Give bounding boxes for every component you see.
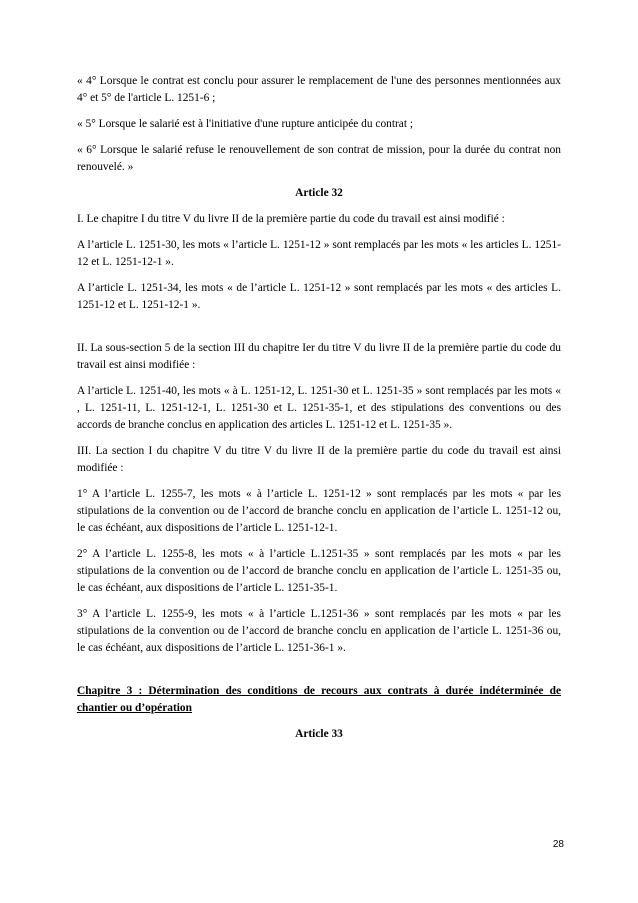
paragraph-l1251-40: A l’article L. 1251-40, les mots « à L. 1251-12, L. 1251-30 et L. 1251-35 » sont remplacés par les mots « , L. 1251-11, L. 1251-12-1, L. 1251-30 et L. 1251-35-1, et des stipulations des conventions ou des accords de branche conclus en application des articles L. 1251-12 et L. 1251-35 ». — [77, 385, 561, 431]
paragraph-l1255-8: 2° A l’article L. 1255-8, les mots « à l’article L.1251-35 » sont remplacés par les mots « par les stipulations de la convention ou de l’accord de branche conclu en application de l’article L. 1251-35 ou, le cas échéant, aux dispositions de l’article L. 1251-35-1. — [77, 548, 561, 594]
paragraph-4-degree: « 4° Lorsque le contrat est conclu pour assurer le remplacement de l'une des personnes mentionnées aux 4° et 5° de l'article L. 1251-6 ; — [77, 75, 561, 104]
paragraph-l1251-30: A l’article L. 1251-30, les mots « l’article L. 1251-12 » sont remplacés par les mots « les articles L. 1251-12 et L. 1251-12-1 ». — [77, 239, 561, 268]
paragraph-section-ii: II. La sous-section 5 de la section III du chapitre Ier du titre V du livre II de la première partie du code du travail est ainsi modifiée : — [77, 342, 561, 371]
page-body — [77, 73, 561, 752]
blank-line — [77, 323, 561, 340]
paragraph-section-i: I. Le chapitre I du titre V du livre II de la première partie du code du travail est ainsi modifié : — [77, 213, 505, 225]
paragraph-l1255-7: 1° A l’article L. 1255-7, les mots « à l’article L. 1251-12 » sont remplacés par les mots « par les stipulations de la convention ou de l’accord de branche conclu en application de l’article L. 1251-12 ou, le cas échéant, aux dispositions de l’article L. 1251-12-1. — [77, 488, 561, 534]
paragraph-l1255-9: 3° A l’article L. 1255-9, les mots « à l’article L.1251-36 » sont remplacés par les mots « par les stipulations de la convention ou de l’accord de branche conclu en application de l’article L. 1251-36 ou, le cas échéant, aux dispositions de l’article L. 1251-36-1 ». — [77, 608, 561, 654]
paragraph-l1251-34: A l’article L. 1251-34, les mots « de l’article L. 1251-12 » sont remplacés par les mots « des articles L. 1251-12 et L. 1251-12-1 ». — [77, 282, 561, 311]
page-number: 28 — [552, 839, 564, 850]
paragraph-5-degree: « 5° Lorsque le salarié est à l'initiative d'une rupture anticipée du contrat ; — [77, 118, 414, 130]
article-33-heading: Article 33 — [295, 728, 343, 740]
paragraph-section-iii: III. La section I du chapitre V du titre V du livre II de la première partie du code du travail est ainsi modifiée : — [77, 445, 561, 474]
blank-line — [77, 666, 561, 683]
chapter-3-heading: Chapitre 3 : Détermination des conditions de recours aux contrats à durée indéterminée de chantier ou d’opération — [77, 685, 561, 714]
article-32-heading: Article 32 — [295, 187, 343, 199]
paragraph-6-degree: « 6° Lorsque le salarié refuse le renouvellement de son contrat de mission, pour la durée du contrat non renouvelé. » — [77, 144, 561, 173]
